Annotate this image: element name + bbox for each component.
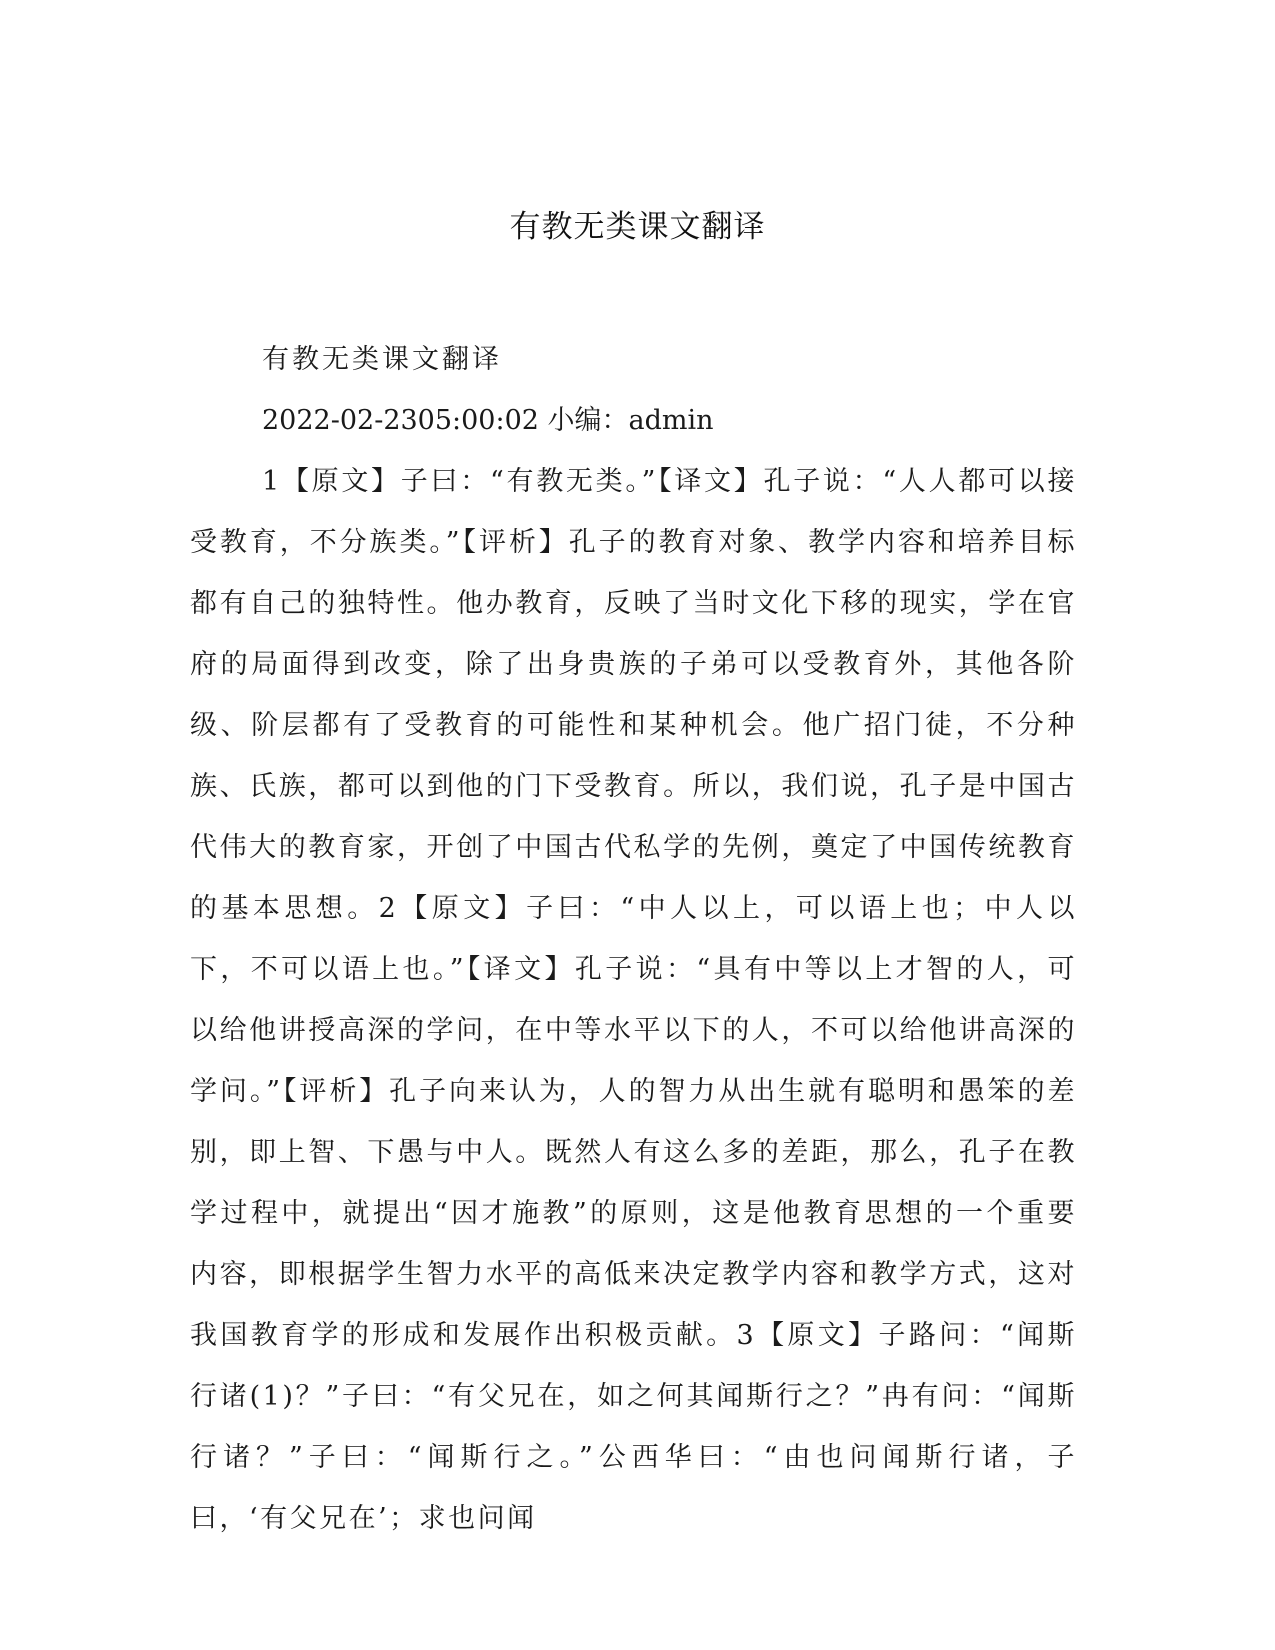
meta-paragraph: 2022-02-2305:00:02 小编：admin bbox=[262, 405, 714, 436]
subtitle-paragraph: 有教无类课文翻译 bbox=[262, 344, 502, 375]
document-body bbox=[190, 329, 1077, 1549]
document-title: 有教无类课文翻译 bbox=[509, 209, 766, 245]
body-paragraph: 1【原文】子曰：“有教无类。”【译文】孔子说：“人人都可以接受教育，不分族类。”【评析】孔子的教育对象、教学内容和培养目标都有自己的独特性。他办教育，反映了当时文化下移的现实，学在官府的局面得到改变，除了出身贵族的子弟可以受教育外，其他各阶级、阶层都有了受教育的可能性和某种机会。他广招门徒，不分种族、氏族，都可以到他的门下受教育。所以，我们说，孔子是中国古代伟大的教育家，开创了中国古代私学的先例，奠定了中国传统教育的基本思想。2【原文】子曰：“中人以上，可以语上也；中人以下，不可以语上也。”【译文】孔子说：“具有中等以上才智的人，可以给他讲授高深的学问，在中等水平以下的人，不可以给他讲高深的学问。”【评析】孔子向来认为，人的智力从出生就有聪明和愚笨的差别，即上智、下愚与中人。既然人有这么多的差距，那么，孔子在教学过程中，就提出“因才施教”的原则，这是他教育思想的一个重要内容，即根据学生智力水平的高低来决定教学内容和教学方式，这对我国教育学的形成和发展作出积极贡献。3【原文】子路问：“闻斯行诸(1)？”子曰：“有父兄在，如之何其闻斯行之？”冉有问：“闻斯行诸？”子曰：“闻斯行之。”公西华曰：“由也问闻斯行诸，子曰，‘有父兄在’；求也问闻 bbox=[190, 466, 1077, 1534]
